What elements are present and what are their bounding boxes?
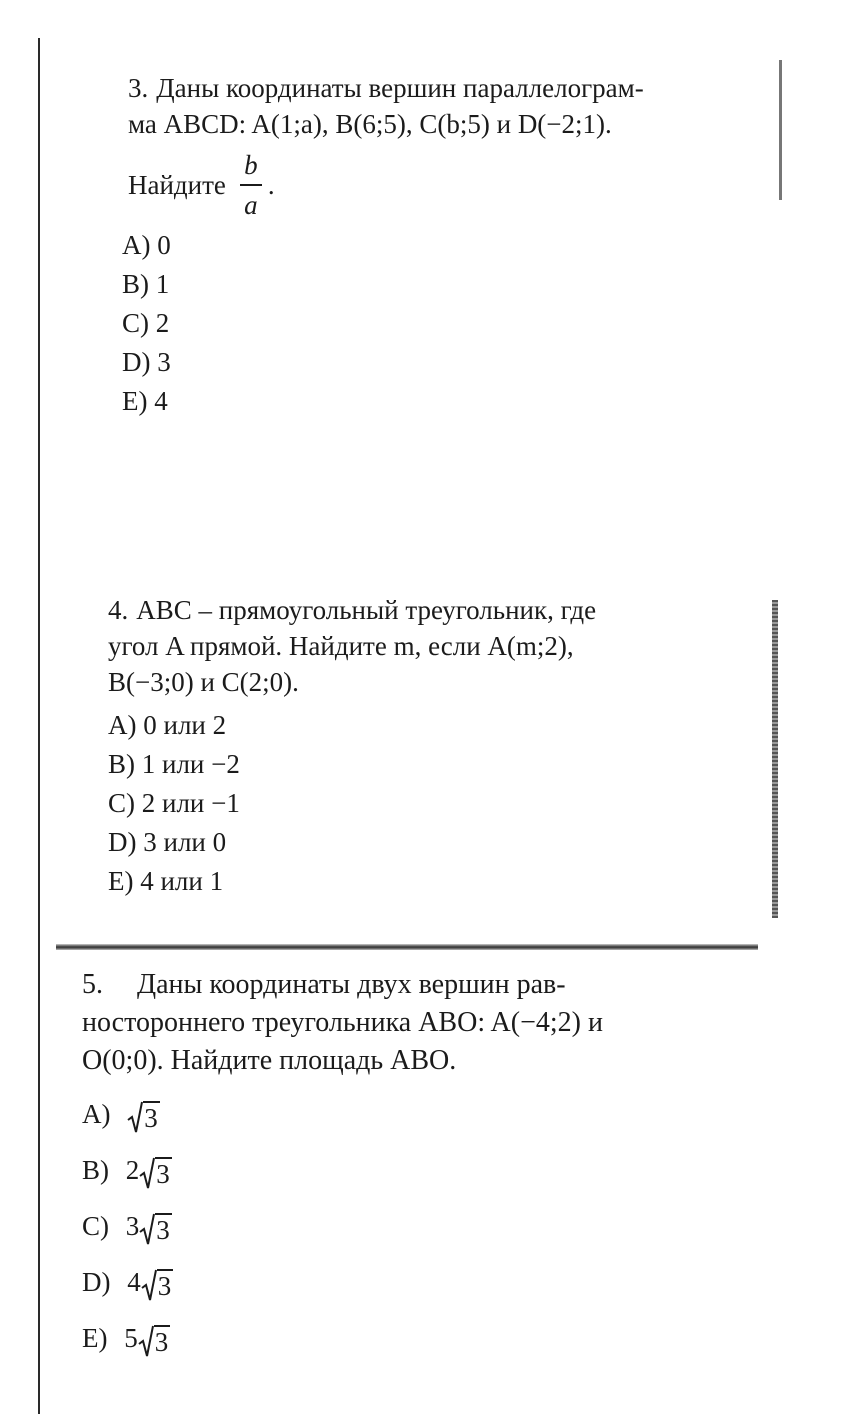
sqrt-symbol	[139, 1157, 172, 1189]
answer-option[interactable]: E) 4	[122, 386, 168, 416]
answer-coefficient: 2	[125, 1155, 140, 1185]
answer-option[interactable]	[82, 1310, 762, 1366]
answer-option[interactable]: B) 1 или −2	[108, 749, 240, 779]
fraction-denominator: a	[244, 190, 258, 220]
problem-5	[82, 966, 762, 1366]
radicand: 3	[154, 1326, 169, 1357]
radicand: 3	[157, 1270, 172, 1301]
fraction-b-over-a	[240, 150, 262, 220]
find-end: .	[267, 169, 275, 200]
answer-label: D)	[82, 1267, 111, 1297]
answer-option[interactable]: C) 2 или −1	[108, 788, 240, 818]
answer-option[interactable]: A) 0	[122, 230, 171, 260]
problem-3	[122, 70, 768, 421]
problem-3-find	[128, 150, 768, 220]
answer-coefficient: 3	[125, 1211, 140, 1241]
radicand: 3	[156, 1158, 170, 1189]
sqrt-symbol	[139, 1213, 172, 1245]
answer-option[interactable]: B) 1	[122, 269, 170, 299]
problem-5-line-1: 5. Даны координаты двух вершин рав-	[82, 969, 566, 1000]
fraction-numerator: b	[244, 150, 258, 180]
problem-3-answers	[122, 226, 768, 421]
problem-3-line-2: ма ABCD: A(1;a), B(6;5), C(b;5) и D(−2;1).	[128, 109, 612, 139]
problem-5-line-3: O(0;0). Найдите площадь ABO.	[82, 1045, 457, 1076]
answer-label: C)	[82, 1211, 109, 1241]
answer-option[interactable]: D) 3	[122, 347, 171, 377]
problem-4-answers	[108, 706, 768, 901]
answer-option[interactable]	[82, 1086, 762, 1142]
sqrt-symbol	[141, 1269, 174, 1301]
problem-4-line-1: 4. ABC – прямоугольный треугольник, где	[108, 595, 597, 625]
answer-option[interactable]: C) 2	[122, 308, 170, 338]
fraction-bar	[240, 184, 262, 186]
answer-option[interactable]: A) 0 или 2	[108, 710, 227, 740]
sqrt-symbol	[127, 1101, 160, 1133]
answer-coefficient: 5	[124, 1323, 138, 1353]
section-separator	[56, 944, 758, 950]
scan-left-border	[38, 38, 40, 1414]
problem-4-line-2: угол A прямой. Найдите m, если A(m;2),	[108, 631, 574, 661]
answer-option[interactable]	[82, 1142, 762, 1198]
answer-option[interactable]: E) 4 или 1	[108, 866, 224, 896]
answer-option[interactable]: D) 3 или 0	[108, 827, 227, 857]
sqrt-symbol	[138, 1325, 171, 1357]
scan-right-border-top	[779, 60, 782, 200]
problem-4	[108, 592, 768, 901]
answer-label: A)	[82, 1099, 111, 1129]
answer-option[interactable]	[82, 1254, 762, 1310]
problem-5-answers	[82, 1086, 762, 1366]
answer-coefficient: 4	[127, 1267, 141, 1297]
problem-4-line-3: B(−3;0) и C(2;0).	[108, 667, 299, 697]
scan-right-border-middle	[772, 600, 778, 918]
radicand: 3	[144, 1102, 158, 1133]
problem-3-line-1: 3. Даны координаты вершин параллелограм-	[128, 73, 644, 103]
radicand: 3	[156, 1214, 170, 1245]
problem-5-line-2: ностороннего треугольника ABO: A(−4;2) и	[82, 1007, 603, 1038]
answer-option[interactable]	[82, 1198, 762, 1254]
answer-label: E)	[82, 1323, 108, 1353]
answer-label: B)	[82, 1155, 109, 1185]
find-label: Найдите	[128, 169, 226, 200]
